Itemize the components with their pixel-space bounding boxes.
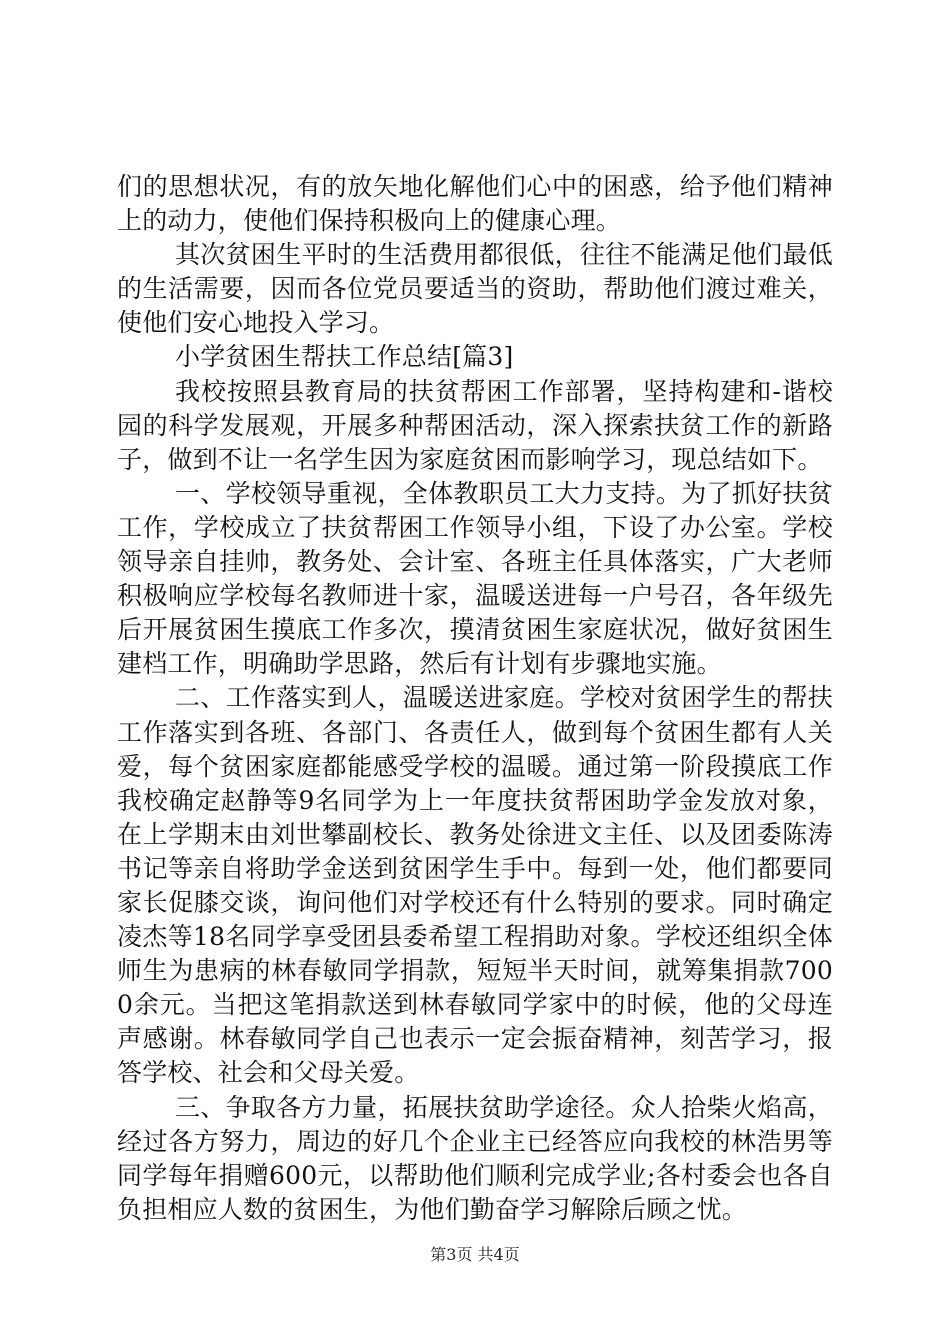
section-heading: 小学贫困生帮扶工作总结[篇3] [175, 342, 514, 372]
paragraph-point-one: 一、学校领导重视，全体教职员工大力支持。为了抓好扶贫工作，学校成立了扶贫帮困工作领导小组，下设了办公室。学校领导亲自挂帅，教务处、会计室、各班主任具体落实，广大老师积极响应学校每名教师进十家，温暖送进每一户号召，各年级先后开展贫困生摸底工作多次，摸清贫困生家庭状况，做好贫困生建档工作，明确助学思路，然后有计划有步骤地实施。 [117, 478, 833, 679]
document-body [117, 170, 833, 1227]
paragraph-continuation: 们的思想状况，有的放矢地化解他们心中的困惑，给予他们精神上的动力，使他们保持积极向上的健康心理。 [117, 172, 833, 236]
paragraph-intro: 我校按照县教育局的扶贫帮困工作部署，坚持构建和-谐校园的科学发展观，开展多种帮困活动，深入探索扶贫工作的新路子，做到不让一名学生因为家庭贫困而影响学习，现总结如下。 [117, 376, 833, 474]
paragraph-point-two: 二、工作落实到人，温暖送进家庭。学校对贫困学生的帮扶工作落实到各班、各部门、各责任人，做到每个贫困生都有人关爱，每个贫困家庭都能感受学校的温暖。通过第一阶段摸底工作我校确定赵静等9名同学为上一年度扶贫帮困助学金发放对象，在上学期末由刘世攀副校长、教务处徐进文主任、以及团委陈涛书记等亲自将助学金送到贫困学生手中。每到一处，他们都要同家长促膝交谈，询问他们对学校还有什么特别的要求。同时确定凌杰等18名同学享受团县委希望工程捐助对象。学校还组织全体师生为患病的林春敏同学捐款，短短半天时间，就筹集捐款7000余元。当把这笔捐款送到林春敏同学家中的时候，他的父母连声感谢。林春敏同学自己也表示一定会振奋精神，刻苦学习，报答学校、社会和父母关爱。 [117, 683, 833, 1088]
paragraph-point-three: 三、争取各方力量，拓展扶贫助学途径。众人拾柴火焰高，经过各方努力，周边的好几个企业主已经答应向我校的林浩男等同学每年捐赠600元，以帮助他们顺利完成学业;各村委会也各自负担相应人数的贫困生，为他们勤奋学习解除后顾之忧。 [117, 1092, 833, 1224]
paragraph-living-expenses: 其次贫困生平时的生活费用都很低，往往不能满足他们最低的生活需要，因而各位党员要适当的资助，帮助他们渡过难关，使他们安心地投入学习。 [117, 240, 833, 338]
page-number-footer: 第3页 共4页 [430, 1245, 520, 1264]
